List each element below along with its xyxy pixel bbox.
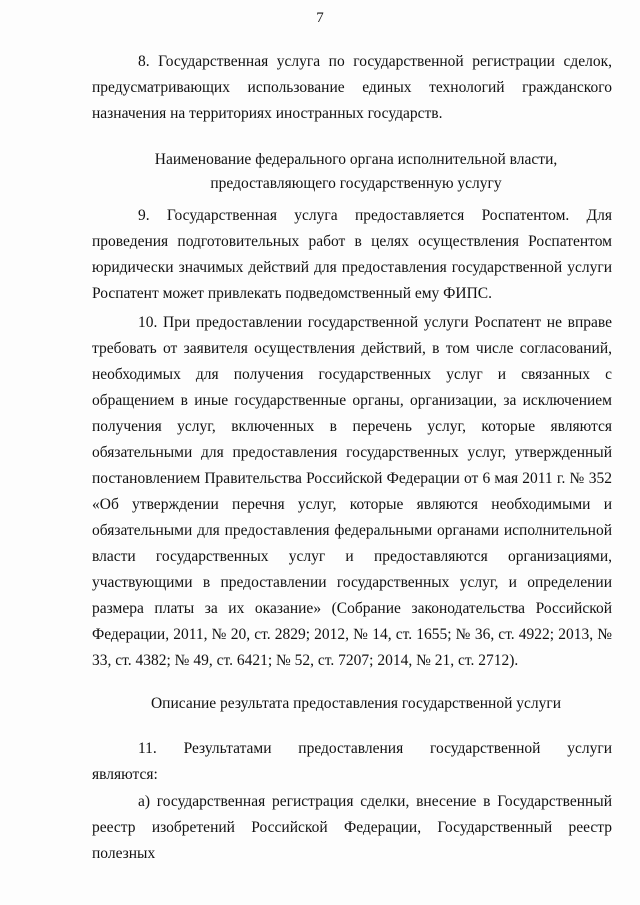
paragraph-9: 9. Государственная услуга предоставляется Роспатентом. Для проведения подготовительных работ в целях осуществления Роспатентом юридически значимых действий для предоставления государственной услуги Роспатент может привлекать подведомственный ему ФИПС. [92, 207, 612, 302]
heading-federal-body-block [96, 148, 616, 196]
page-number: 7 [316, 10, 324, 26]
heading-result-block [96, 691, 616, 717]
paragraph-10-block [92, 310, 612, 674]
heading-federal-body: Наименование федерального органа исполнительной власти, предоставляющего государственную услугу [154, 151, 558, 192]
paragraph-11a: а) государственная регистрация сделки, внесение в Государственный реестр изобретений Российской Федерации, Государственный реестр полезных [92, 793, 612, 862]
paragraph-9-block [92, 203, 612, 307]
paragraph-11: 11. Результатами предоставления государственной услуги являются: [92, 740, 612, 783]
heading-result: Описание результата предоставления государственной услуги [150, 695, 562, 712]
paragraph-11a-block [92, 789, 612, 867]
paragraph-8-block [92, 49, 612, 127]
paragraph-10: 10. При предоставлении государственной услуги Роспатент не вправе требовать от заявителя осуществления действий, в том числе согласований, необходимых для получения государственных услуг и связанных с обращением в иные государственные органы, организации, за исключением получения услуг, включенных в перечень услуг, которые являются обязательными для предоставления государственных услуг, утвержденный постановлением Правительства Российской Федерации от 6 мая 2011 г. № 352 «Об утверждении перечня услуг, которые являются необходимыми и обязательными для предоставления федеральными органами исполнительной власти государственных услуг и предоставляются организациями, участвующими в предоставлении государственных услуг, и определении размера платы за их оказание» (Собрание законодательства Российской Федерации, 2011, № 20, ст. 2829; 2012, № 14, ст. 1655; № 36, ст. 4922; 2013, № 33, ст. 4382; № 49, ст. 6421; № 52, ст. 7207; 2014, № 21, ст. 2712). [92, 314, 612, 669]
paragraph-8: 8. Государственная услуга по государственной регистрации сделок, предусматривающих использование единых технологий гражданского назначения на территориях иностранных государств. [92, 53, 612, 122]
paragraph-11-block [92, 736, 612, 788]
